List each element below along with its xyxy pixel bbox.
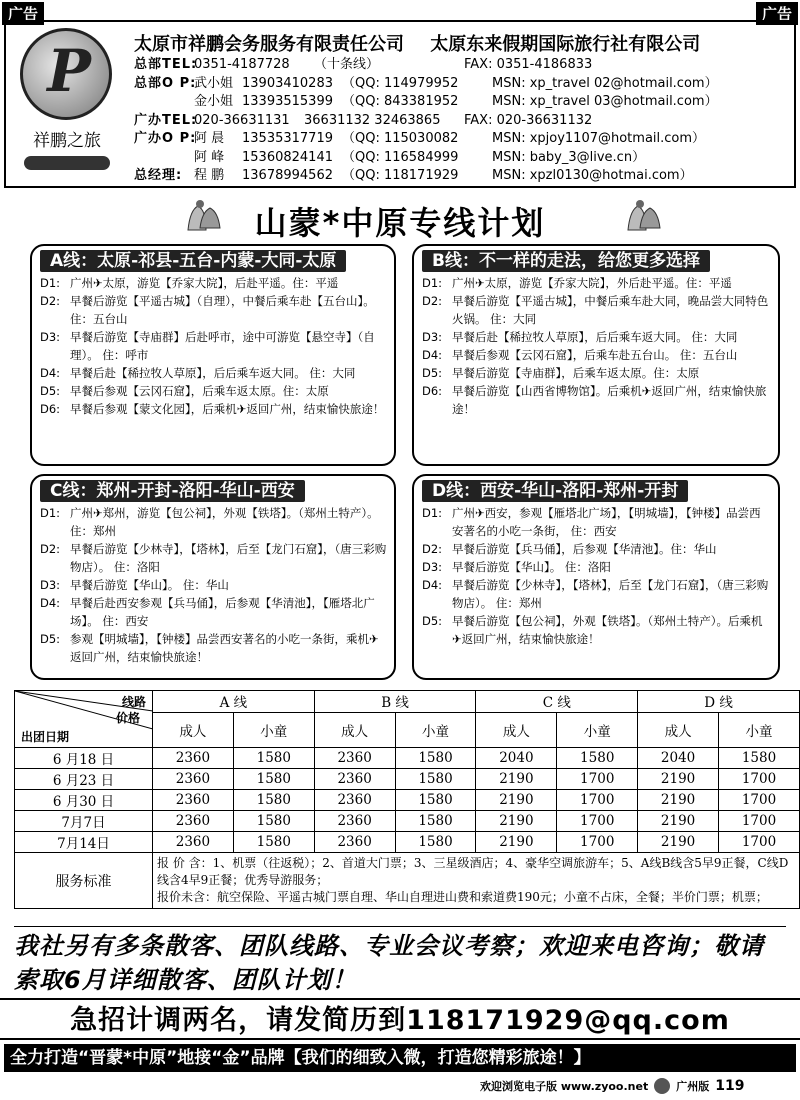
route-c-panel <box>30 474 396 680</box>
line-header: A 线 <box>153 691 315 713</box>
recruit-banner: 急招计调两名，请发简历到118171929@qq.com <box>0 998 800 1040</box>
service-exclude: 报价未含：航空保险、平遥古城门票自理、华山自理进山费和索道费190元；小童不占床，全餐；半价门票；机票； <box>157 890 768 904</box>
route-d-panel <box>412 474 780 680</box>
service-row <box>15 853 800 909</box>
route-b-title: B线：不一样的走法，给您更多选择 <box>422 250 710 272</box>
logo-disc-icon: P <box>20 28 112 120</box>
sub-header: 成人 <box>638 712 719 747</box>
sub-header: 小童 <box>557 712 638 747</box>
header-panel <box>4 20 796 188</box>
itinerary-day: D6: 早餐后参观【蒙文化园】，后乘机✈返回广州，结束愉快旅途！ <box>40 402 385 416</box>
diagonal-header: 线路 价格 出团日期 <box>15 691 153 748</box>
contact-row: 广办TEL: 020-36631131 36631132 32463865 FAX: 020-36631132 <box>134 112 593 128</box>
main-title: 山蒙*中原专线计划 <box>254 204 546 242</box>
line-header: D 线 <box>638 691 800 713</box>
contact-row: 金小姐 13393515399 （QQ: 843381952 MSN: xp_travel 03@hotmail.com） <box>194 94 718 109</box>
line-header: B 线 <box>314 691 476 713</box>
itinerary-day: D3: 早餐后游览【华山】。 住：华山 <box>40 578 229 592</box>
edition-badge-icon <box>654 1078 670 1094</box>
itinerary-day: D3: 早餐后游览【华山】。 住：洛阳 <box>422 560 611 574</box>
contact-row: 总经理: 程 鹏 13678994562 （QQ: 118171929 MSN: xpzl0130@hotmai.com） <box>134 168 693 183</box>
route-c-title: C线：郑州-开封-洛阳-华山-西安 <box>40 480 305 502</box>
itinerary-day: D4: 早餐后赴西安参观【兵马俑】，后参观【华清池】，【雁塔北广场】。 住：西安 <box>40 596 375 628</box>
table-row: 6 月18 日 2360 1580 2360 1580 2040 1580 2040 1580 <box>15 748 800 769</box>
itinerary-day: D5: 早餐后参观【云冈石窟】，后乘车返太原。住：太原 <box>40 384 329 398</box>
itinerary-day: D4: 早餐后赴【稀拉牧人草原】，后后乘车返大同。 住：大同 <box>40 366 356 380</box>
company-logo <box>12 28 122 178</box>
sub-header: 小童 <box>719 712 800 747</box>
route-a-title: A线：太原-祁县-五台-内蒙-大同-太原 <box>40 250 346 272</box>
company-names <box>134 30 720 56</box>
table-row: 7月7日 2360 1580 2360 1580 2190 1700 2190 1700 <box>15 811 800 832</box>
itinerary-day: D5: 参观【明城墙】，【钟楼】品尝西安著名的小吃一条街，乘机✈返回广州，结束愉快旅途！ <box>40 632 379 664</box>
page-footer <box>480 1078 744 1094</box>
itinerary-day: D2: 早餐后游览【兵马俑】，后参观【华清池】。住：华山 <box>422 542 717 556</box>
company-name-1: 太原市祥鹏会务服务有限责任公司 <box>134 34 404 55</box>
itinerary-day: D1: 广州✈西安，参观【雁塔北广场】，【明城墙】，【钟楼】品尝西安著名的小吃一条街， 住：西安 <box>422 506 761 538</box>
sub-header: 成人 <box>314 712 395 747</box>
line-header: C 线 <box>476 691 638 713</box>
contact-row: 阿 峰 15360824141 （QQ: 116584999 MSN: baby_3@live.cn） <box>194 149 646 165</box>
sub-header: 小童 <box>395 712 476 747</box>
itinerary-day: D2: 早餐后游览【少林寺】，【塔林】，后至【龙门石窟】，（唐三彩购物店）。 住：洛阳 <box>40 542 387 574</box>
itinerary-day: D1: 广州✈郑州，游览【包公祠】，外观【铁塔】。（郑州土特产）。 住：郑州 <box>40 506 379 538</box>
logo-text: 祥鹏之旅 <box>33 131 101 151</box>
company-name-2: 太原东来假期国际旅行社有限公司 <box>430 34 701 55</box>
service-include: 报 价 含：1、机票（往返税）；2、首道大门票；3、三星级酒店；4、豪华空调旅游车；5、A线B线含5早9正餐，C线D线含4早9正餐；优秀导游服务； <box>157 856 789 887</box>
contact-list <box>134 56 718 186</box>
itinerary-day: D1: 广州✈太原，游览【乔家大院】，外后赴平遥。住：平遥 <box>422 276 732 290</box>
bell-icon <box>620 196 664 236</box>
route-b-panel <box>412 244 780 466</box>
table-row: 6 月23 日 2360 1580 2360 1580 2190 1700 2190 1700 <box>15 769 800 790</box>
ad-tag-left: 广告 <box>2 2 44 25</box>
contact-row: 广办O P: 阿 晨 13535317719 （QQ: 115030082 MSN: xpjoy1107@hotmail.com） <box>134 131 706 146</box>
itinerary-day: D5: 早餐后游览【包公祠】，外观【铁塔】。（郑州土特产）。后乘机✈返回广州，结束愉快旅途！ <box>422 614 763 646</box>
sub-header: 成人 <box>476 712 557 747</box>
route-a-panel <box>30 244 396 466</box>
page-number: 119 <box>715 1078 745 1094</box>
table-row: 7月14日 2360 1580 2360 1580 2190 1700 2190 1700 <box>15 832 800 853</box>
title-banner <box>0 196 800 242</box>
itinerary-day: D6: 早餐后游览【山西省博物馆】。后乘机✈返回广州，结束愉快旅途！ <box>422 384 767 416</box>
itinerary-day: D2: 早餐后游览【平遥古城】（自理），中餐后乘车赴【五台山】。 住：五台山 <box>40 294 375 326</box>
promo-text: 我社另有多条散客、团队线路、专业会议考察；欢迎来电咨询；敬请索取6月详细散客、团队计划！ <box>14 926 786 997</box>
itinerary-day: D4: 早餐后游览【少林寺】，【塔林】，后至【龙门石窟】，（唐三彩购物店）。 住：郑州 <box>422 578 769 610</box>
sub-header: 成人 <box>153 712 234 747</box>
service-label: 服务标准 <box>15 853 153 909</box>
table-row: 6 月30 日 2360 1580 2360 1580 2190 1700 2190 1700 <box>15 790 800 811</box>
itinerary-day: D4: 早餐后参观【云冈石窟】，后乘车赴五台山。 住：五台山 <box>422 348 738 362</box>
route-d-title: D线：西安-华山-洛阳-郑州-开封 <box>422 480 688 502</box>
footer-website: 欢迎浏览电子版 www.zyoo.net <box>480 1080 649 1093</box>
itinerary-day: D5: 早餐后游览【寺庙群】，后乘车返太原。住：太原 <box>422 366 700 380</box>
footer-edition: 广州版 <box>676 1080 710 1093</box>
logo-brush-icon <box>24 156 110 170</box>
itinerary-day: D3: 早餐后赴【稀拉牧人草原】，后后乘车返大同。 住：大同 <box>422 330 738 344</box>
service-text <box>153 853 800 909</box>
sub-header: 小童 <box>233 712 314 747</box>
footer-slogan: 全力打造“晋蒙*中原”地接“金”品牌【我们的细致入微，打造您精彩旅途！】 <box>4 1044 796 1072</box>
itinerary-day: D1: 广州✈太原，游览【乔家大院】，后赴平遥。住：平遥 <box>40 276 339 290</box>
ad-tag-right: 广告 <box>756 2 798 25</box>
itinerary-day: D2: 早餐后游览【平遥古城】，中餐后乘车赴大同，晚品尝大同特色火锅。 住：大同 <box>422 294 769 326</box>
price-table <box>14 690 800 909</box>
itinerary-day: D3: 早餐后游览【寺庙群】后赴呼市，途中可游览【悬空寺】（自理）。 住：呼市 <box>40 330 375 362</box>
contact-row: 总部TEL: 0351-4187728 （十条线） FAX: 0351-4186833 <box>134 57 593 72</box>
contact-row: 总部O P: 武小姐 13903410283 （QQ: 114979952 MSN: xp_travel 02@hotmail.com） <box>134 75 718 91</box>
